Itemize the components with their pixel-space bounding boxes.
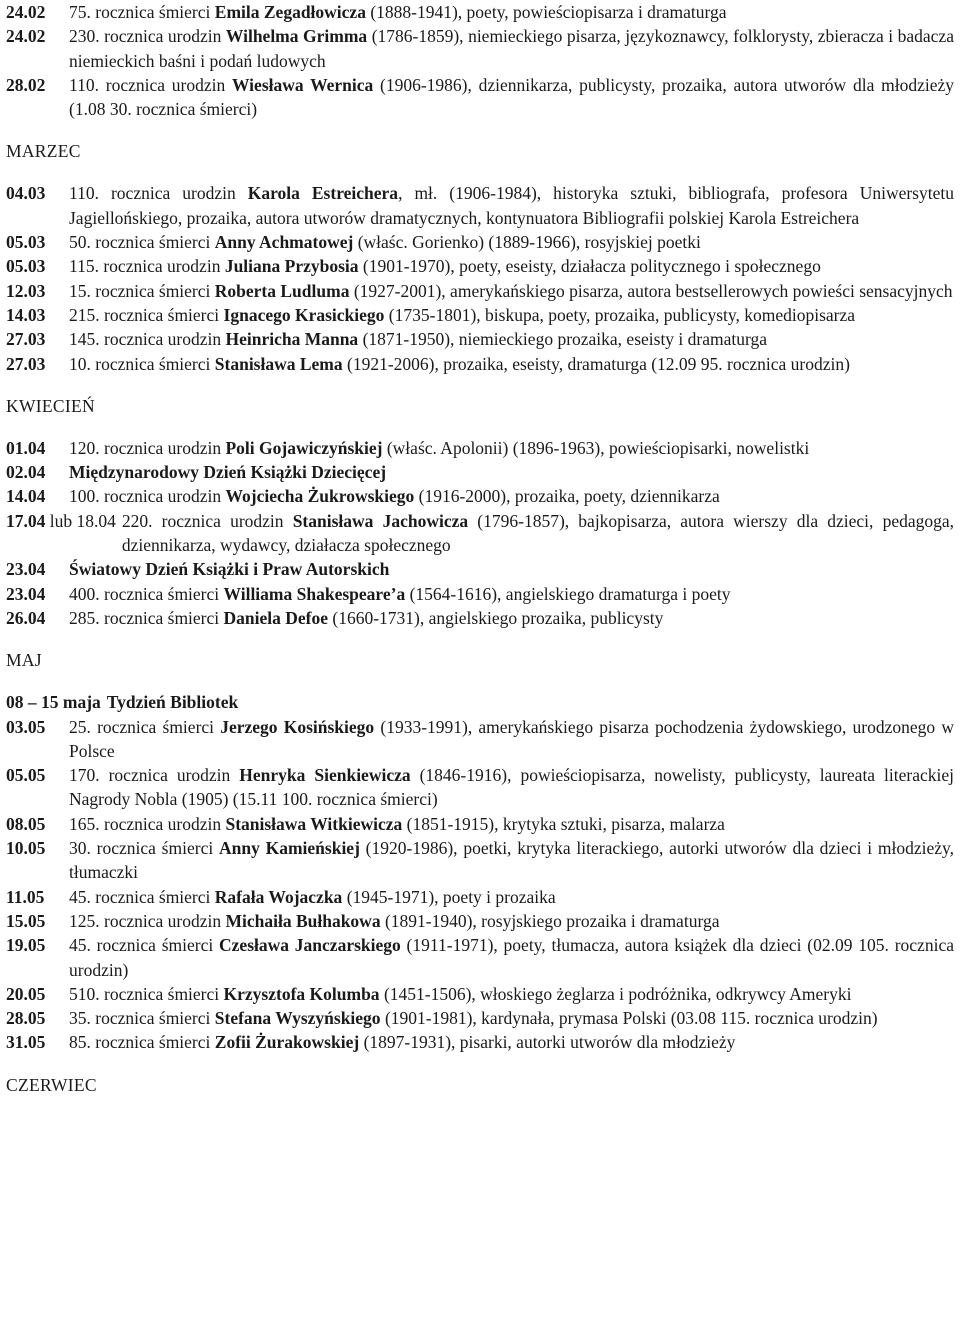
entry-name: Międzynarodowy Dzień Książki Dziecięcej [69, 462, 387, 483]
entry-date-value: 20.05 [6, 983, 46, 1004]
entry-date-value: 17.04 [6, 510, 46, 531]
entry-date [6, 606, 69, 630]
entry-name: Juliana Przybosia [224, 256, 359, 277]
anniversary-entry [6, 933, 954, 982]
entry-date [6, 181, 69, 230]
entry-date-value: 05.03 [6, 256, 46, 277]
entry-name: Jerzego Kosińskiego [220, 716, 375, 737]
entry-suffix: (1901-1981), kardynała, prymasa Polski (03.08 115. rocznica urodzin) [380, 1008, 878, 1029]
entry-prefix: 285. rocznica śmierci [69, 607, 224, 628]
entry-date-value: 08 – 15 maja [6, 692, 101, 713]
entry-prefix: 510. rocznica śmierci [69, 983, 224, 1004]
entry-prefix: 45. rocznica śmierci [69, 886, 215, 907]
anniversary-entry [6, 436, 954, 460]
entry-name: Tydzień Bibliotek [106, 692, 239, 713]
entry-text [69, 484, 954, 508]
entry-prefix: 100. rocznica urodzin [69, 486, 226, 507]
entry-prefix: 115. rocznica urodzin [69, 256, 225, 277]
entry-text [69, 909, 954, 933]
entry-name: Daniela Defoe [223, 607, 329, 628]
entry-name: Karola Estreichera [247, 183, 399, 204]
anniversary-entry [6, 836, 954, 885]
anniversary-entry [6, 279, 954, 303]
entry-name: Michaiła Bułhakowa [225, 910, 381, 931]
entry-date [6, 0, 69, 24]
entry-name: Wilhelma Grimma [225, 26, 368, 47]
entry-prefix: 30. rocznica śmierci [69, 838, 219, 859]
entry-date [6, 509, 122, 558]
entry-date-value: 05.05 [6, 765, 46, 786]
entry-prefix: 85. rocznica śmierci [69, 1032, 215, 1053]
entry-date-value: 23.04 [6, 583, 46, 604]
entry-name: Williama Shakespeare’a [223, 583, 406, 604]
anniversary-entry [6, 606, 954, 630]
entry-prefix: 400. rocznica śmierci [69, 583, 224, 604]
entry-text [69, 812, 954, 836]
month-heading: MARZEC [6, 141, 81, 162]
entry-date [6, 279, 69, 303]
entry-text [69, 327, 954, 351]
entry-text [69, 885, 954, 909]
entry-prefix: 50. rocznica śmierci [69, 232, 215, 253]
entry-name: Roberta Ludluma [214, 280, 350, 301]
anniversary-entry [6, 303, 954, 327]
entry-name: Wojciecha Żukrowskiego [225, 486, 415, 507]
entry-date-value: 15.05 [6, 910, 46, 931]
month-heading: MAJ [6, 650, 42, 671]
entry-date-suffix: lub 18.04 [45, 510, 116, 531]
anniversary-entry [6, 509, 954, 558]
entry-text [69, 606, 954, 630]
entry-prefix: 110. rocznica urodzin [69, 183, 248, 204]
entry-text [69, 982, 954, 1006]
entry-name: Henryka Sienkiewicza [239, 765, 411, 786]
anniversary-entry [6, 230, 954, 254]
entry-date-value: 14.03 [6, 304, 46, 325]
entry-date-value: 27.03 [6, 353, 46, 374]
entry-date-value: 02.04 [6, 462, 46, 483]
entry-suffix: (1564-1616), angielskiego dramaturga i poety [405, 583, 731, 604]
entry-name: Czesława Janczarskiego [219, 935, 401, 956]
entry-text [69, 436, 954, 460]
entry-text [69, 279, 954, 303]
month-heading: CZERWIEC [6, 1074, 97, 1095]
anniversary-entry [6, 181, 954, 230]
entry-name: Stanisława Lema [214, 353, 343, 374]
anniversary-entry [6, 460, 954, 484]
entry-date-value: 10.05 [6, 838, 46, 859]
entry-prefix: 45. rocznica śmierci [69, 935, 220, 956]
anniversary-entry [6, 812, 954, 836]
entry-prefix: 220. rocznica urodzin [121, 510, 293, 531]
anniversary-entry [6, 715, 954, 764]
entry-suffix: , mł. (1906-1984), historyka sztuki, bibliografa, profesora Uniwersytetu Jagiellońskiego, prozaika, autora utworów dramatycznych, kontynuatora Bibliografii polskiej Karola Estreichera [69, 183, 954, 228]
entry-prefix: 75. rocznica śmierci [69, 2, 215, 22]
entry-date [6, 352, 69, 376]
entry-suffix: (1920-1986), poetki, krytyka literackiego, autorki utworów dla dzieci i młodzieży, tłumaczki [69, 838, 954, 883]
entry-date [6, 690, 107, 714]
entry-name: Rafała Wojaczka [214, 886, 343, 907]
entry-suffix: (1891-1940), rosyjskiego prozaika i dramaturga [380, 910, 720, 931]
entry-text [69, 181, 954, 230]
entry-date-value: 14.04 [6, 486, 46, 507]
entry-prefix: 170. rocznica urodzin [69, 765, 240, 786]
entry-suffix: (1906-1986), dziennikarza, publicysty, prozaika, autora utworów dla młodzieży (1.08 30. rocznica śmierci) [69, 74, 954, 120]
anniversary-entry [6, 0, 954, 24]
entry-name: Stefana Wyszyńskiego [214, 1008, 381, 1029]
entry-date [6, 836, 69, 885]
entry-text [69, 836, 954, 885]
entry-text [69, 933, 954, 982]
entry-date [6, 436, 69, 460]
anniversary-entry [6, 327, 954, 351]
entry-prefix: 165. rocznica urodzin [69, 813, 226, 834]
entry-prefix: 125. rocznica urodzin [69, 910, 226, 931]
anniversary-entry [6, 909, 954, 933]
anniversary-entry [6, 352, 954, 376]
entry-text [122, 509, 954, 558]
entry-date-value: 27.03 [6, 329, 46, 350]
entry-suffix: (1735-1801), biskupa, poety, prozaika, publicysty, komediopisarza [384, 304, 856, 325]
entry-prefix: 10. rocznica śmierci [69, 353, 215, 374]
entry-date [6, 982, 69, 1006]
entry-suffix: (1786-1859), niemieckiego pisarza, językoznawcy, folklorysty, zbieracza i badacza niemieckich baśni i podań ludowych [69, 26, 954, 71]
entry-suffix: (1945-1971), poety i prozaika [342, 886, 556, 907]
entry-name: Heinricha Manna [225, 329, 359, 350]
entry-date-value: 01.04 [6, 437, 46, 458]
entry-date [6, 582, 69, 606]
entry-prefix: 35. rocznica śmierci [69, 1008, 215, 1029]
entry-name: Światowy Dzień Książki i Praw Autorskich [69, 559, 390, 580]
anniversary-entry [6, 484, 954, 508]
entry-date-value: 24.02 [6, 26, 46, 47]
entry-date [6, 885, 69, 909]
entry-text [69, 24, 954, 73]
entry-text [69, 0, 954, 24]
anniversary-entry [6, 254, 954, 278]
entry-suffix: (1846-1916), powieściopisarza, nowelisty, publicysty, laureata literackiej Nagrody Nobla (1905) (15.11 100. rocznica śmierci) [69, 765, 955, 810]
entry-prefix: 110. rocznica urodzin [69, 74, 232, 95]
entry-date-value: 26.04 [6, 607, 46, 628]
entry-date-value: 12.03 [6, 280, 46, 301]
entry-date [6, 557, 69, 581]
entry-date [6, 763, 69, 812]
anniversary-entry [6, 557, 954, 581]
entry-suffix: (właśc. Gorienko) (1889-1966), rosyjskiej poetki [353, 232, 701, 253]
entry-date [6, 909, 69, 933]
entry-name: Zofii Żurakowskiej [214, 1032, 360, 1053]
entry-text [69, 1030, 954, 1054]
entry-date [6, 327, 69, 351]
entry-text [69, 557, 954, 581]
entry-text [69, 460, 954, 484]
anniversary-entry [6, 73, 954, 122]
entry-suffix: (1927-2001), amerykańskiego pisarza, autora bestsellerowych powieści sensacyjnych [349, 280, 953, 301]
entry-date-value: 23.04 [6, 559, 46, 580]
anniversary-entry [6, 982, 954, 1006]
entry-text [69, 73, 954, 122]
anniversary-entry [6, 690, 954, 714]
entry-date-value: 08.05 [6, 813, 46, 834]
entry-date [6, 24, 69, 73]
entry-name: Anny Kamieńskiej [218, 838, 360, 859]
entry-suffix: (1871-1950), niemieckiego prozaika, eseisty i dramaturga [358, 329, 768, 350]
entry-text [69, 1006, 954, 1030]
entry-date [6, 230, 69, 254]
entry-name: Stanisława Jachowicza [292, 510, 469, 531]
entry-name: Wiesława Wernica [232, 74, 374, 95]
entry-date [6, 484, 69, 508]
entry-date [6, 460, 69, 484]
entry-prefix: 215. rocznica śmierci [69, 304, 224, 325]
entry-text [69, 763, 954, 812]
entry-prefix: 230. rocznica urodzin [69, 26, 226, 47]
entry-text [69, 303, 954, 327]
entry-name: Anny Achmatowej [214, 232, 354, 253]
entry-suffix: (1851-1915), krytyka sztuki, pisarza, malarza [402, 813, 725, 834]
entry-prefix: 120. rocznica urodzin [69, 437, 226, 458]
entry-name: Poli Gojawiczyńskiej [225, 437, 383, 458]
anniversary-entry [6, 24, 954, 73]
entry-text [69, 230, 954, 254]
entry-date-value: 19.05 [6, 935, 46, 956]
entry-name: Stanisława Witkiewicza [225, 813, 403, 834]
entry-date [6, 254, 69, 278]
entry-prefix: 25. rocznica śmierci [69, 716, 221, 737]
entry-date-value: 28.05 [6, 1008, 46, 1029]
entry-date [6, 1006, 69, 1030]
entry-text [69, 254, 954, 278]
entry-date [6, 73, 69, 122]
entry-suffix: (1901-1970), poety, eseisty, działacza politycznego i społecznego [358, 256, 821, 277]
entry-date [6, 933, 69, 982]
entry-date-value: 05.03 [6, 232, 46, 253]
entry-suffix: (właśc. Apolonii) (1896-1963), powieściopisarki, nowelistki [382, 437, 810, 458]
entry-suffix: (1911-1971), poety, tłumacza, autora książek dla dzieci (02.09 105. rocznica urodzin) [69, 935, 954, 980]
entry-suffix: (1660-1731), angielskiego prozaika, publicysty [328, 607, 664, 628]
month-heading: KWIECIEŃ [6, 395, 95, 416]
entry-suffix: (1796-1857), bajkopisarza, autora wierszy dla dzieci, pedagoga, dziennikarza, wydawcy, działacza społecznego [121, 510, 955, 556]
entry-date-value: 03.05 [6, 716, 46, 737]
entry-suffix: (1888-1941), poety, powieściopisarza i dramaturga [365, 2, 727, 22]
entry-date [6, 1030, 69, 1054]
anniversary-entry [6, 763, 954, 812]
entry-text [69, 352, 954, 376]
entry-date-value: 24.02 [6, 2, 46, 22]
anniversary-entry [6, 582, 954, 606]
entry-suffix: (1921-2006), prozaika, eseisty, dramaturga (12.09 95. rocznica urodzin) [342, 353, 850, 374]
anniversary-entry [6, 1030, 954, 1054]
entry-date-value: 28.02 [6, 74, 46, 95]
entry-date [6, 303, 69, 327]
entry-date [6, 715, 69, 764]
entry-suffix: (1916-2000), prozaika, poety, dziennikarza [414, 486, 720, 507]
entry-suffix: (1451-1506), włoskiego żeglarza i podróżnika, odkrywcy Ameryki [379, 983, 852, 1004]
entry-text [107, 690, 954, 714]
anniversary-entry [6, 885, 954, 909]
entry-suffix: (1897-1931), pisarki, autorki utworów dla młodzieży [359, 1032, 736, 1053]
entry-name: Ignacego Krasickiego [223, 304, 385, 325]
entry-date [6, 812, 69, 836]
entry-text [69, 715, 954, 764]
entry-text [69, 582, 954, 606]
entry-prefix: 145. rocznica urodzin [69, 329, 226, 350]
anniversary-entry [6, 1006, 954, 1030]
entry-name: Emila Zegadłowicza [214, 2, 366, 22]
entry-suffix: (1933-1991), amerykańskiego pisarza pochodzenia żydowskiego, urodzonego w Polsce [69, 716, 954, 761]
entry-prefix: 15. rocznica śmierci [69, 280, 215, 301]
entry-date-value: 11.05 [6, 886, 45, 907]
entry-date-value: 31.05 [6, 1032, 46, 1053]
entry-name: Krzysztofa Kolumba [223, 983, 380, 1004]
entry-date-value: 04.03 [6, 183, 46, 204]
